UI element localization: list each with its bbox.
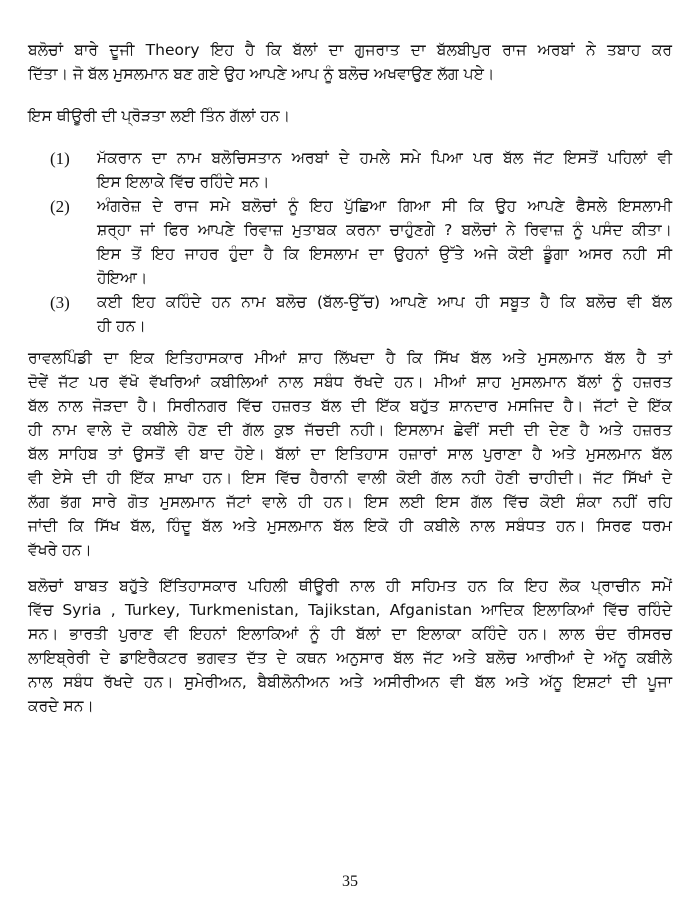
text-line: ਸ਼ਰ੍ਹਾ ਜਾਂ ਫਿਰ ਆਪਣੇ ਰਿਵਾਜ਼ ਮੁਤਾਬਕ ਕਰਨਾ ਚਾਹੁੰਣਗੇ ? ਬਲੋਚਾਂ ਨੇ ਰਿਵਾਜ਼ ਨੂੰ ਪਸੰਦ ਕੀਤਾ। — [97, 221, 672, 239]
list-number: (1) — [50, 149, 70, 168]
paragraph-intro-list: ਇਸ ਥੀਊਰੀ ਦੀ ਪ੍ਰੋੜਤਾ ਲਈ ਤਿੰਨ ਗੱਲਾਂ ਹਨ। — [28, 107, 291, 125]
text-line: ਲਾਇਬ੍ਰੇਰੀ ਦੇ ਡਾਇਰੈਕਟਰ ਭਗਵਤ ਦੱਤ ਦੇ ਕਥਨ ਅਨੁਸਾਰ ਬੱਲ ਜੱਟ ਅਤੇ ਬਲੋਚ ਆਰੀਆਂ ਦੇ ਅੱਨੂ ਕਬੀਲੇ — [28, 649, 672, 667]
text-line: ਵਿੱਚ Syria , Turkey, Turkmenistan, Tajikstan, Afganistan ਆਦਿਕ ਇਲਾਕਿਆਂ ਵਿੱਚ ਰਹਿੰਦੇ — [28, 601, 672, 619]
text-line: ਬਲੋਚਾਂ ਬਾਬਤ ਬਹੁੱਤੇ ਇੱਤਿਹਾਸਕਾਰ ਪਹਿਲੀ ਥੀਊਰੀ ਨਾਲ ਹੀ ਸਹਿਮਤ ਹਨ ਕਿ ਇਹ ਲੋਕ ਪ੍ਰਾਚੀਨ ਸਮੇਂ — [28, 577, 672, 595]
text-line: ਕਰਦੇ ਸਨ। — [28, 697, 94, 715]
text-line: ਬੱਲ ਨਾਲ ਜੋੜਦਾ ਹੈ। ਸਿਰੀਨਗਰ ਵਿੱਚ ਹਜ਼ਰਤ ਬੱਲ ਦੀ ਇੱਕ ਬਹੁੱਤ ਸ਼ਾਨਦਾਰ ਮਸਜਿਦ ਹੈ। ਜੱਟਾਂ ਦੇ ਇੱਕ — [28, 397, 672, 415]
text-line: ਅੰਗਰੇਜ਼ ਦੇ ਰਾਜ ਸਮੇ ਬਲੋਚਾਂ ਨੂੰ ਇਹ ਪੁੱਛਿਆ ਗਿਆ ਸੀ ਕਿ ਉਹ ਆਪਣੇ ਫੈਸਲੇ ਇਸਲਾਮੀ — [97, 197, 672, 215]
text-line: ਬਲੋਚਾਂ ਬਾਰੇ ਦੂਜੀ Theory ਇਹ ਹੈ ਕਿ ਬੱਲਾਂ ਦਾ ਗੁਜਰਾਤ ਦਾ ਬੱਲਬੀਪੁਰ ਰਾਜ ਅਰਬਾਂ ਨੇ ਤਬਾਹ ਕਰ — [28, 41, 672, 59]
text-line: ਮੱਕਰਾਨ ਦਾ ਨਾਮ ਬਲੋਚਿਸਤਾਨ ਅਰਬਾਂ ਦੇ ਹਮਲੇ ਸਮੇ ਪਿਆ ਪਰ ਬੱਲ ਜੱਟ ਇਸਤੋਂ ਪਹਿਲਾਂ ਵੀ — [97, 149, 672, 167]
text-line: ਹੀ ਨਾਮ ਵਾਲੇ ਦੋ ਕਬੀਲੇ ਹੋਣ ਦੀ ਗੱਲ ਕੁਝ ਜੱਚਦੀ ਨਹੀ। ਇਸਲਾਮ ਛੇਵੀਂ ਸਦੀ ਦੀ ਦੇਣ ਹੈ ਅਤੇ ਹਜ਼ਰਤ — [28, 421, 672, 439]
text-line: ਦਿੱਤਾ। ਜੋ ਬੱਲ ਮੁਸਲਮਾਨ ਬਣ ਗਏ ਉਹ ਆਪਣੇ ਆਪ ਨੂੰ ਬਲੋਚ ਅਖਵਾਉਣ ਲੱਗ ਪਏ। — [28, 65, 495, 83]
text-line: ਹੋਇਆ। — [97, 269, 148, 287]
text-line: ਇਸ ਤੋਂ ਇਹ ਜਾਹਰ ਹੁੰਦਾ ਹੈ ਕਿ ਇਸਲਾਮ ਦਾ ਉਹਨਾਂ ਉੱਤੇ ਅਜੇ ਕੋਈ ਡੂੰਗਾ ਅਸਰ ਨਹੀ ਸੀ — [97, 245, 672, 263]
text-line: ਲੱਗ ਭੱਗ ਸਾਰੇ ਗੋਤ ਮੁਸਲਮਾਨ ਜੱਟਾਂ ਵਾਲੇ ਹੀ ਹਨ। ਇਸ ਲਈ ਇਸ ਗੱਲ ਵਿੱਚ ਕੋਈ ਸ਼ੰਕਾ ਨਹੀਂ ਰਹਿ — [28, 493, 672, 511]
text-line: ਰਾਵਲਪਿੰਡੀ ਦਾ ਇਕ ਇਤਿਹਾਸਕਾਰ ਮੀਆਂ ਸ਼ਾਹ ਲਿੱਖਦਾ ਹੈ ਕਿ ਸਿੱਖ ਬੱਲ ਅਤੇ ਮੁਸਲਮਾਨ ਬੱਲ ਹੈ ਤਾਂ — [28, 349, 672, 367]
text-line: ਕਈ ਇਹ ਕਹਿੰਦੇ ਹਨ ਨਾਮ ਬਲੋਚ (ਬੱਲ-ਉੱਚ) ਆਪਣੇ ਆਪ ਹੀ ਸਬੂਤ ਹੈ ਕਿ ਬਲੋਚ ਵੀ ਬੱਲ — [97, 293, 672, 311]
text-line: ਦੋਵੇਂ ਜੱਟ ਪਰ ਵੱਖੋ ਵੱਖਰਿਆਂ ਕਬੀਲਿਆਂ ਨਾਲ ਸਬੰਧ ਰੱਖਦੇ ਹਨ। ਮੀਆਂ ਸ਼ਾਹ ਮੁਸਲਮਾਨ ਬੱਲਾਂ ਨੂੰ ਹਜ਼ਰਤ — [28, 373, 672, 391]
page-number: 35 — [342, 873, 358, 890]
text-line: ਇਸ ਇਲਾਕੇ ਵਿੱਚ ਰਹਿੰਦੇ ਸਨ। — [97, 173, 270, 191]
text-line: ਵੀ ਏਸੇ ਦੀ ਹੀ ਇੱਕ ਸ਼ਾਖਾ ਹਨ। ਇਸ ਵਿੱਚ ਹੈਰਾਨੀ ਵਾਲੀ ਕੋਈ ਗੱਲ ਨਹੀ ਹੋਣੀ ਚਾਹੀਦੀ। ਜੱਟ ਸਿੱਖਾਂ ਦੇ — [28, 469, 672, 487]
text-line: ਹੀ ਹਨ। — [97, 317, 146, 335]
list-number: (2) — [50, 197, 70, 216]
text-line: ਸਨ। ਭਾਰਤੀ ਪੁਰਾਣ ਵੀ ਇਹਨਾਂ ਇਲਾਕਿਆਂ ਨੂੰ ਹੀ ਬੱਲਾਂ ਦਾ ਇਲਾਕਾ ਕਹਿੰਦੇ ਹਨ। ਲਾਲ ਚੰਦ ਰੀਸਰਚ — [28, 625, 672, 643]
text-line: ਵੱਖਰੇ ਹਨ। — [28, 541, 92, 559]
list-number: (3) — [50, 293, 70, 312]
text-line: ਜਾਂਦੀ ਕਿ ਸਿੱਖ ਬੱਲ, ਹਿੰਦੂ ਬੱਲ ਅਤੇ ਮੁਸਲਮਾਨ ਬੱਲ ਇਕੋ ਹੀ ਕਬੀਲੇ ਨਾਲ ਸਬੰਧਤ ਹਨ। ਸਿਰਫ ਧਰਮ — [28, 517, 672, 535]
text-line: ਨਾਲ ਸਬੰਧ ਰੱਖਦੇ ਹਨ। ਸੁਮੇਰੀਅਨ, ਬੈਬੀਲੋਨੀਅਨ ਅਤੇ ਅਸੀਰੀਅਨ ਵੀ ਬੱਲ ਅਤੇ ਅੱਨੂ ਇਸ਼ਟਾਂ ਦੀ ਪੂਜਾ — [28, 673, 672, 691]
text-line: ਬੱਲ ਸਾਹਿਬ ਤਾਂ ਉਸਤੋਂ ਵੀ ਬਾਦ ਹੋਏ। ਬੱਲਾਂ ਦਾ ਇਤਿਹਾਸ ਹਜ਼ਾਰਾਂ ਸਾਲ ਪੁਰਾਣਾ ਹੈ ਅਤੇ ਮੁਸਲਮਾਨ ਬੱਲ — [28, 445, 672, 463]
